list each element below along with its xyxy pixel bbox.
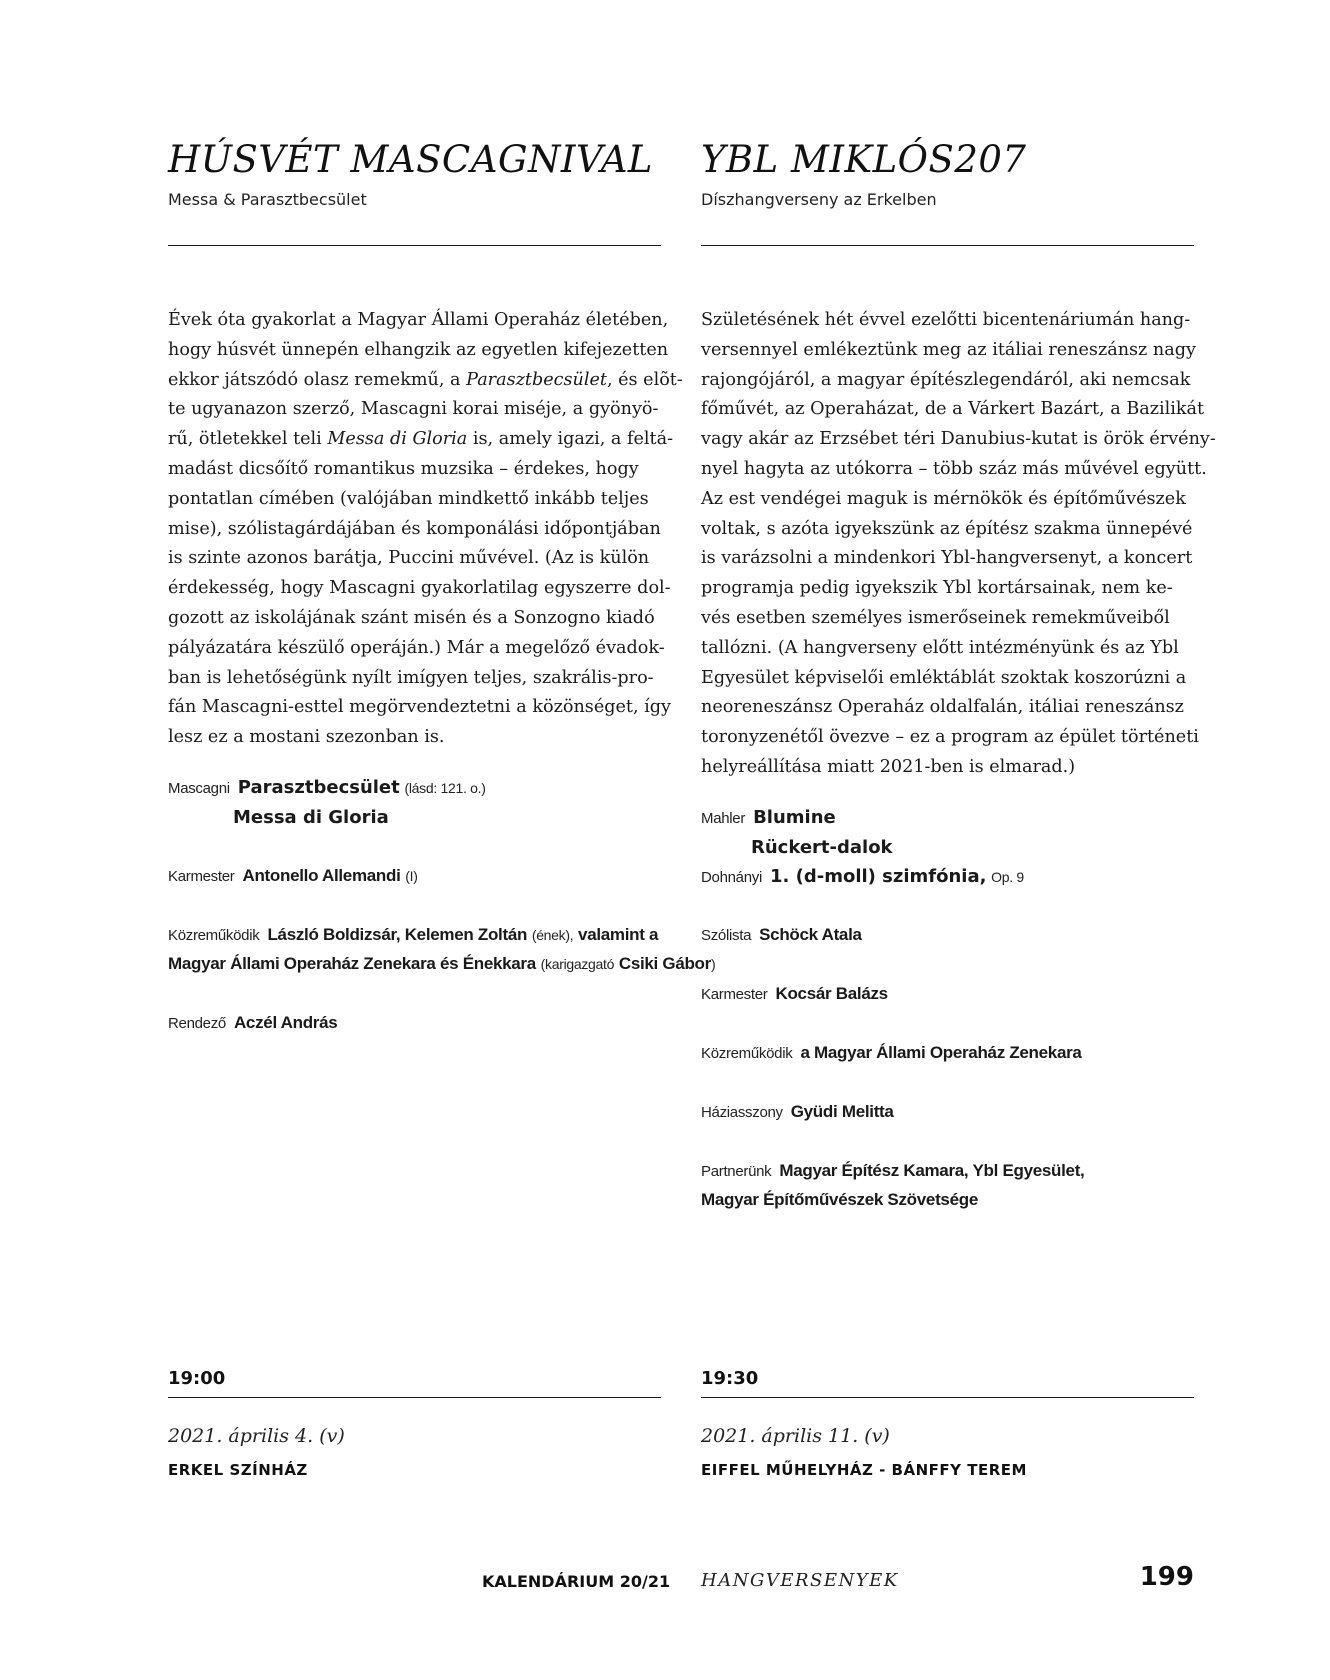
footer-publication: KALENDÁRIUM 20/21 [482,1572,671,1591]
event-description [701,306,1216,783]
program-line [168,777,486,798]
event-subtitle: Messa & Parasztbecsület [168,190,367,209]
composer: Mahler [701,810,746,827]
work-title: Parasztbecsület [237,777,400,798]
event-subtitle: Díszhangverseny az Erkelben [701,190,937,209]
event-title: HÚSVÉT MASCAGNIVAL [168,138,653,181]
event-date: 2021. április 4. (v) [168,1425,345,1447]
page-number: 199 [1139,1562,1194,1592]
text-line: helyreállítása miatt 2021-ben is elmarad.) [701,756,1076,777]
composer: Dohnányi [701,869,762,886]
credit-conductor: Karmester Kocsár Balázs [701,984,888,1003]
text-line: mise), szólistagárdájában és komponálási időpontjában [168,518,661,539]
text-line: Az est vendégei maguk is mérnökök és építőművészek [701,488,1186,509]
event-title: YBL MIKLÓS207 [701,138,1027,181]
text-line: tallózni. (A hangverseny előtt intézményünk és az Ybl [701,637,1179,658]
text-line: főművét, az Operaházat, de a Várkert Bazárt, a Bazilikát [701,399,1205,420]
event-time: 19:30 [701,1368,759,1389]
event-venue: EIFFEL MŰHELYHÁZ - BÁNFFY TEREM [701,1461,1027,1479]
work-title: Rückert-dalok [751,837,893,858]
text-line: Egyesület képviselői emléktáblát szoktak koszorúzni a [701,667,1187,688]
text-line: érdekesség, hogy Mascagni gyakorlatilag egyszerre dol- [168,578,671,599]
text-line: ban is lehetőségünk nyílt imígyen teljes, szakrális-pro- [168,667,654,688]
text-line: Évek óta gyakorlat a Magyar Állami Operaház életében, [168,310,669,330]
divider [701,245,1194,246]
text-line: vés esetben személyes ismerőseinek remekműveiből [701,607,1170,628]
credit-partners-cont: Magyar Építőművészek Szövetsége [701,1190,978,1209]
credit-soloist: Szólista Schöck Atala [701,925,862,944]
divider [701,1397,1194,1398]
program-line [701,866,1024,887]
text-line: pontatlan címében (valójában mindkettő inkább teljes [168,488,649,509]
credit-participants: Közreműködik László Boldizsár, Kelemen Zoltán (ének), valamint a [168,925,659,944]
text-line: versennyel emlékeztünk meg az itáliai reneszánsz nagy [701,339,1196,360]
text-line: fán Mascagni-esttel megörvendeztetni a közönséget, így [168,697,671,718]
credit-conductor: Karmester Antonello Allemandi (I) [168,866,418,885]
credit-host: Háziasszony Gyüdi Melitta [701,1102,894,1121]
text-line: neoreneszánsz Operaház oldalfalán, itáliai reneszánsz [701,697,1184,718]
text-line: gozott az iskolájának szánt misén és a Sonzogno kiadó [168,607,655,628]
text-line: is varázsolni a mindenkori Ybl-hangversenyt, a koncert [701,548,1193,569]
event-date: 2021. április 11. (v) [701,1425,890,1447]
text-line: vagy akár az Erzsébet téri Danubius-kutat is örök érvény- [701,429,1216,450]
text-line: ekkor játszódó olasz remekmű, a Parasztbecsület, és elõt- [168,369,683,390]
credit-participants-cont: Magyar Állami Operaház Zenekara és Énekkara (karigazgató Csiki Gábor) [168,954,716,973]
text-line: te ugyanazon szerző, Mascagni korai miséje, a gyönyö- [168,399,659,420]
work-title: Blumine [753,807,836,828]
program-line [233,807,389,828]
text-line: rajongójáról, a magyar építészlegendáról, aki nemcsak [701,369,1191,390]
text-line: madást dicsőítő romantikus muzsika – érdekes, hogy [168,458,639,479]
text-line: rű, ötletekkel teli Messa di Gloria is, amely igazi, a feltá- [168,429,674,450]
event-time: 19:00 [168,1368,226,1389]
work-title: 1. (d-moll) szimfónia, [769,866,987,887]
program-line [701,807,836,828]
composer: Mascagni [168,780,230,797]
page-reference: (lásd: 121. o.) [404,780,486,796]
event-venue: ERKEL SZÍNHÁZ [168,1461,308,1479]
text-line: programja pedig igyekszik Ybl kortársainak, nem ke- [701,578,1173,599]
text-line: voltak, s azóta igyekszünk az építész szakma ünnepévé [701,518,1193,539]
text-line: hogy húsvét ünnepén elhangzik az egyetlen kifejezetten [168,339,669,360]
credit-partners: Partnerünk Magyar Építész Kamara, Ybl Egyesület, [701,1161,1085,1180]
text-line: lesz ez a mostani szezonban is. [168,727,445,748]
event-description [168,306,683,753]
divider [168,245,661,246]
opus-number: Op. 9 [991,869,1024,885]
text-line: Születésének hét évvel ezelőtti bicentenáriumán hang- [701,310,1191,330]
text-line: is szinte azonos barátja, Puccini művével. (Az is külön [168,548,650,569]
text-line: pályázatára készülő operáján.) Már a megelőző évadok- [168,637,665,658]
text-line: nyel hagyta az utókorra – több száz más művével együtt. [701,458,1207,479]
credit-participants: Közreműködik a Magyar Állami Operaház Zenekara [701,1043,1082,1062]
text-line: toronyzenétől övezve – ez a program az épület történeti [701,727,1199,748]
credit-director: Rendező Aczél András [168,1013,338,1032]
divider [168,1397,661,1398]
footer-section: HANGVERSENYEK [701,1570,899,1591]
work-title: Messa di Gloria [233,807,389,828]
program-line [751,837,893,858]
